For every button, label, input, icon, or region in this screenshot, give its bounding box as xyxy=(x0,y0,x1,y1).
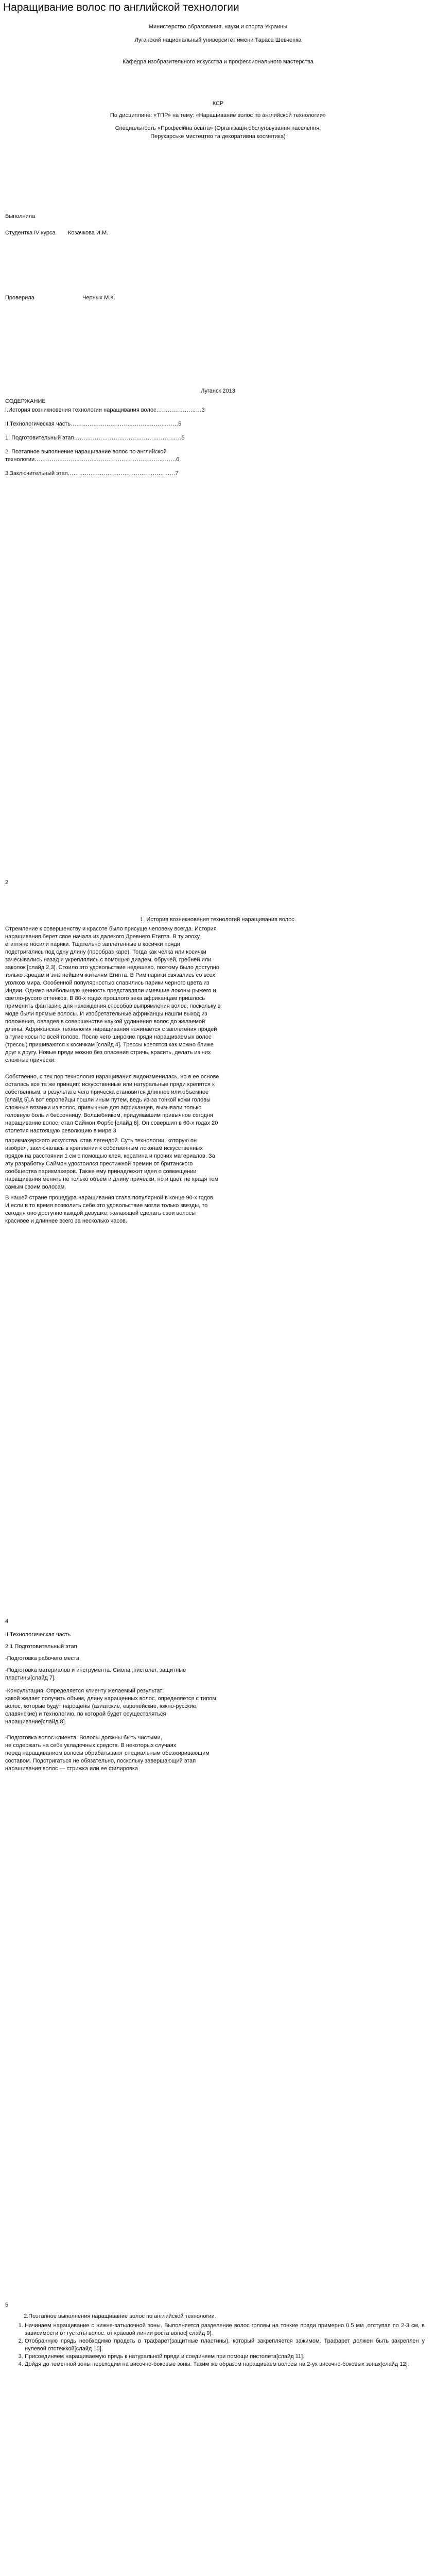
text-line: сообщества парикмахеров. Также ему принадлежит идея о совмещении xyxy=(5,1168,197,1175)
steps-list xyxy=(5,2322,425,2368)
text-line: пластины[слайд 7]. xyxy=(5,1675,56,1681)
text-line: сегодня оно доступно каждой девушке, желающей сделать свои волосы xyxy=(5,1210,196,1216)
text-line: В нашей стране процедура наращивания стала популярной в конце 90-х годов. xyxy=(5,1195,215,1201)
page-number: 2 xyxy=(5,879,9,886)
text-line: -Подготовка материалов и инструмента. Смола ,пистолет, защитные xyxy=(5,1667,186,1673)
text-line: осталась все та же принцип: искусственные или натуральные пряди крепятся к xyxy=(5,1081,215,1088)
checked-label: Проверила xyxy=(5,295,34,301)
department-line: Кафедра изобразительного искусства и профессионального мастерства xyxy=(123,59,313,65)
text-line: заколок [слайд 2,3]. Стоило это удовольствие недешево, поэтому было доступно xyxy=(5,964,219,971)
text-line: столетия настоящую революцию в мире 3 xyxy=(5,1128,116,1134)
text-line: [слайд 5].А вот европейцы пошли иным путем, ведь из-за тонкой кожи головы xyxy=(5,1097,211,1103)
text-line: уголков мира. Особенной популярностью славились парики черного цвета из xyxy=(5,980,210,986)
text-line: зачесывались назад и укреплялись с помощью диадем, обручей, гребней или xyxy=(5,957,212,963)
text-line: не содержать на себе укладочных средств. В некоторых случаях xyxy=(5,1742,177,1749)
text-line: в тугие косы по всей голове. После чего широкие пряди наращиваемых волос xyxy=(5,1034,212,1040)
text-line: славянские) и технологию, по которой будет осуществляться xyxy=(5,1711,166,1717)
text-line: -Подготовка рабочего места xyxy=(5,1655,80,1662)
consultation-paragraph xyxy=(5,1687,427,1726)
text-line: самым своим волосам. xyxy=(5,1184,66,1190)
toc-heading: СОДЕРЖАНИЕ xyxy=(5,398,46,404)
work-type: КСР xyxy=(212,100,224,107)
text-line: наращивания волос — стрижка или ее филировка xyxy=(5,1766,138,1772)
performed-label: Выполнила xyxy=(5,213,36,219)
preparation-list xyxy=(5,1655,427,1682)
university-line: Луганский национальный университет имени Тараса Шевченка xyxy=(134,37,302,43)
step-item: 1. Начинаем наращивание с нижне-затылочной зоны. Выполняется разделение волос головы на тонкие пряди примерно 0.5 мм ,отступая по 2-3 см, в зависимости от густоты волос. от краевой линии роста волос[ слайд 9]. xyxy=(25,2322,425,2337)
text-line: собственным, в результате чего прическа становится длиннее или объемнее xyxy=(5,1089,209,1095)
text-line: Стремление к совершенству и красоте было присуще человеку всегда. История xyxy=(5,926,217,932)
toc-item[interactable]: I.История возникновения технологии наращивания волос……………………3 xyxy=(5,407,205,413)
text-line: наращивание волос, стал Саймон Форбс [слайд 6]. Он совершил в 60-х годах 20 xyxy=(5,1120,218,1126)
text-line: красивее и длиннее всего за несколько часов. xyxy=(5,1218,128,1224)
text-line: наращивание[слайд 8]. xyxy=(5,1719,66,1725)
ministry-line: Министерство образования, науки и спорта Украины xyxy=(148,24,288,30)
text-line: сложные прически. xyxy=(5,1057,56,1063)
text-line: изобрел, заключалась в креплении к собственным локонам искусственных xyxy=(5,1145,203,1151)
specialty-line-2: Перукарське мистецтво та декоративна косметика) xyxy=(150,133,286,140)
city-year: Луганск 2013 xyxy=(201,388,235,394)
history-paragraph-3 xyxy=(5,1137,427,1191)
history-paragraph-4 xyxy=(5,1194,427,1225)
document-title: Наращивание волос по английской технологии xyxy=(3,2,239,13)
text-line: головную боль и бессонницу. Волшебником, придумавшим привычное сегодня xyxy=(5,1112,213,1118)
text-line: друг к другу. Новые пряди можно без опасения стричь, красить, делать из них xyxy=(5,1049,211,1056)
text-line: наращивания берет свое начала из далекого Древнего Египта. В ту эпоху xyxy=(5,934,200,940)
section-heading: 1. История возникновения технологий наращивания волос. xyxy=(140,917,296,923)
text-line: применить фантазию для нахождения способов выпрямления волос, поскольку в xyxy=(5,1003,221,1009)
text-line: положения, овладев в совершенстве наукой удлинения волос до желаемой xyxy=(5,1019,205,1025)
section-heading: 2.Поэтапное выполнения наращивание волос по английской технологии. xyxy=(24,2313,216,2319)
hair-preparation-paragraph xyxy=(5,1734,427,1773)
text-line: эту разработку Саймон удостоился престижной премии от британского xyxy=(5,1161,193,1167)
history-paragraph-1 xyxy=(5,925,427,1064)
step-item: 3. Присоединяем наращиваемую прядь к натуральной пряди и соединяем при помощи пистолета[слайд 11]. xyxy=(25,2353,425,2361)
text-line: наращивания менять не только объем и длину прически, но и цвет, не крадя тем xyxy=(5,1176,219,1182)
text-line: перед наращиванием волосы обрабатывают специальным обезжиривающим xyxy=(5,1750,210,1756)
text-line: прядок на расстоянии 1 см с помощью клея, кератина и прочих материалов. За xyxy=(5,1153,215,1159)
toc-item[interactable]: 2. Поэтапное выполнение наращивание волос по английской xyxy=(5,449,167,455)
toc-item[interactable]: 1. Подготовительный этап…………………………………………………5 xyxy=(5,435,185,441)
text-line: подстригались под одну длину (прообраз каре). Тогда как челка или косички xyxy=(5,949,206,955)
subsection-heading: 2.1 Подготовительный этап xyxy=(5,1643,77,1650)
text-line: (трессы) пришиваются к косичкам [слайд 4]. Трессы крепятся как можно ближе xyxy=(5,1042,214,1048)
toc-item[interactable]: технологии…………………………………………………………………6 xyxy=(5,456,180,463)
section-heading: II.Технологическая часть xyxy=(5,1632,71,1638)
specialty-line-1: Специальность «Професійна освіта» (Організація обслуговування населення, xyxy=(115,125,321,131)
text-line: египтяне носили парики. Тщательно заплетенные в косички пряди xyxy=(5,941,180,947)
text-line: -Консультация. Определяется клиенту желаемый результат: xyxy=(5,1688,164,1694)
student-label: Студентка IV курса xyxy=(5,230,56,236)
text-line: волос, которые будут нарощены (азиатские, европейские, южно-русские, xyxy=(5,1703,198,1709)
text-line: какой желает получить объем, длину наращенных волос, определяется с типом, xyxy=(5,1696,218,1702)
toc-item[interactable]: II.Технологическая часть…………………………………………………5 xyxy=(5,421,182,427)
text-line: Собственно, с тех пор технология наращивания видоизменилась, но в ее основе xyxy=(5,1074,219,1080)
text-line: длины. Африканская технология наращивания начинается с заплетения прядей xyxy=(5,1026,217,1032)
text-line: составом. Подстригаться не обязательно, поскольку завершающий этап xyxy=(5,1758,196,1764)
page-number: 5 xyxy=(5,2302,9,2308)
text-line: только жрецам и знатнейшим жителям Египта. В Рим парики связались со всех xyxy=(5,972,216,978)
text-line: парикмахерского искусства, став легендой. Суть технологии, которую он xyxy=(5,1138,197,1144)
text-line: сложные вязанки из волос, привычные для африканцев, вызывали только xyxy=(5,1105,202,1111)
page-number: 4 xyxy=(5,1618,9,1624)
text-line: моде были прямые волосы. И изобретательные африканцы нашли выход из xyxy=(5,1011,207,1017)
history-paragraph-2 xyxy=(5,1073,427,1135)
step-item: 2. Отобранную прядь необходимо продеть в трафарет(защитные пластины), который закрепляется зажимом. Трафарет должен быть закреплен у нулевой отстежкой[слайд 10]. xyxy=(25,2337,425,2353)
text-line: светло-русого оттенков. В 80-х годах прошлого века африканцам пришлось xyxy=(5,995,205,1002)
text-line: И если в то время позволить себе это удовольствие могли только звезды, то xyxy=(5,1202,208,1209)
text-line: Индии. Однако наибольшую ценность представляли имевшие локоны рыжего и xyxy=(5,988,216,994)
discipline-line: По дисциплине: «ТПР» на тему: «Наращивание волос по английской технологии» xyxy=(110,112,326,118)
checker-name: Черных М.К. xyxy=(82,295,115,301)
toc-item[interactable]: 3.Заключительный этап…………………………………………………7 xyxy=(5,470,179,477)
text-line: -Подготовка волос клиента. Волосы должны быть чистыми, xyxy=(5,1735,162,1741)
toc-list xyxy=(5,406,205,478)
student-name: Козачкова И.М. xyxy=(68,230,109,236)
step-item: 4. Дойдя до теменной зоны переходим на височно-боковые зоны. Таким же образом наращиваем волосы на 2-ух височно-боковых зонах[слайд 12]. xyxy=(25,2361,425,2368)
